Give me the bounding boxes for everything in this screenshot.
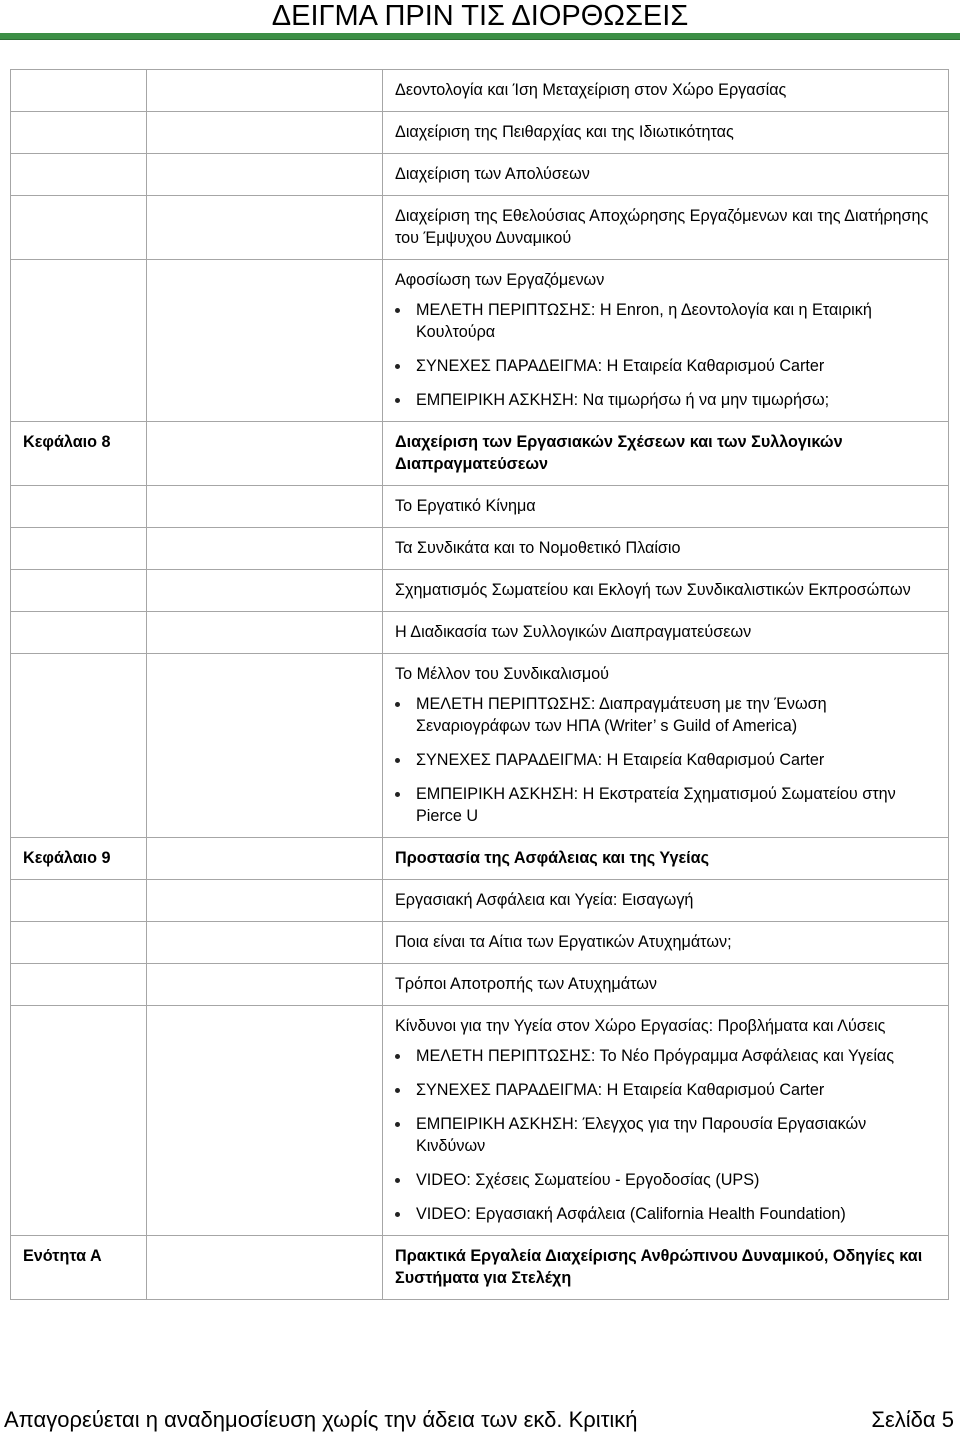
chapter-label: Κεφάλαιο 9 bbox=[11, 838, 147, 880]
section-cell bbox=[383, 654, 949, 838]
toc-row bbox=[11, 260, 949, 422]
chapter-label bbox=[11, 964, 147, 1006]
section-cell bbox=[383, 570, 949, 612]
list-item-text: ΜΕΛΕΤΗ ΠΕΡΙΠΤΩΣΗΣ: Το Νέο Πρόγραμμα Ασφάλειας και Υγείας bbox=[416, 1047, 895, 1065]
section-cell bbox=[383, 196, 949, 260]
bullet-dot-icon bbox=[395, 1088, 400, 1093]
section-cell bbox=[383, 486, 949, 528]
chapter-label bbox=[11, 70, 147, 112]
list-item bbox=[395, 1045, 936, 1067]
section-title: Διαχείριση της Εθελούσιας Αποχώρησης Εργαζόμενων και της Διατήρησης του Έμψυχου Δυναμικού bbox=[395, 207, 929, 247]
list-item bbox=[395, 1079, 936, 1101]
section-title: Σχηματισμός Σωματείου και Εκλογή των Συνδικαλιστικών Εκπροσώπων bbox=[395, 581, 911, 599]
list-item bbox=[395, 783, 936, 827]
spacer-cell bbox=[147, 70, 383, 112]
chapter-title: Διαχείριση των Εργασιακών Σχέσεων και των Συλλογικών Διαπραγματεύσεων bbox=[395, 433, 843, 473]
list-item-text: ΕΜΠΕΙΡΙΚΗ ΑΣΚΗΣΗ: Η Εκστρατεία Σχηματισμού Σωματείου στην Pierce U bbox=[416, 785, 896, 825]
section-cell bbox=[383, 1006, 949, 1236]
section-cell bbox=[383, 260, 949, 422]
section-cell bbox=[383, 154, 949, 196]
spacer-cell bbox=[147, 880, 383, 922]
chapter-label bbox=[11, 654, 147, 838]
toc-row bbox=[11, 154, 949, 196]
section-title: Το Μέλλον του Συνδικαλισμού bbox=[395, 665, 610, 683]
bullet-list bbox=[395, 693, 936, 827]
bullet-dot-icon bbox=[395, 1122, 400, 1127]
toc-row bbox=[11, 196, 949, 260]
list-item-text: VIDEO: Σχέσεις Σωματείου - Εργοδοσίας (UPS) bbox=[416, 1171, 760, 1189]
chapter-label bbox=[11, 612, 147, 654]
bullet-dot-icon bbox=[395, 398, 400, 403]
section-title: Διαχείριση των Απολύσεων bbox=[395, 165, 590, 183]
section-title: Ποια είναι τα Αίτια των Εργατικών Ατυχημάτων; bbox=[395, 933, 732, 951]
chapter-title-cell bbox=[383, 422, 949, 486]
chapter-label bbox=[11, 260, 147, 422]
chapter-title-cell bbox=[383, 838, 949, 880]
spacer-cell bbox=[147, 1236, 383, 1300]
spacer-cell bbox=[147, 528, 383, 570]
chapter-label bbox=[11, 486, 147, 528]
chapter-title-cell bbox=[383, 1236, 949, 1300]
list-item bbox=[395, 1169, 936, 1191]
section-cell bbox=[383, 528, 949, 570]
toc-row bbox=[11, 1236, 949, 1300]
section-cell bbox=[383, 112, 949, 154]
toc-row bbox=[11, 880, 949, 922]
section-title: Δεοντολογία και Ίση Μεταχείριση στον Χώρο Εργασίας bbox=[395, 81, 787, 99]
section-title: Κίνδυνοι για την Υγεία στον Χώρο Εργασίας: Προβλήματα και Λύσεις bbox=[395, 1017, 886, 1035]
spacer-cell bbox=[147, 154, 383, 196]
list-item-text: ΣΥΝΕΧΕΣ ΠΑΡΑΔΕΙΓΜΑ: Η Εταιρεία Καθαρισμού Carter bbox=[416, 751, 825, 769]
list-item-text: ΜΕΛΕΤΗ ΠΕΡΙΠΤΩΣΗΣ: Διαπραγμάτευση με την Ένωση Σεναριογράφων των ΗΠΑ (Writer’ s Guild of America) bbox=[416, 695, 827, 735]
list-item bbox=[395, 299, 936, 343]
toc-row bbox=[11, 922, 949, 964]
bullet-dot-icon bbox=[395, 1054, 400, 1059]
section-title: Τα Συνδικάτα και το Νομοθετικό Πλαίσιο bbox=[395, 539, 681, 557]
footer-copyright-note: Απαγορεύεται η αναδημοσίευση χωρίς την άδεια των εκδ. Κριτική bbox=[4, 1407, 638, 1432]
chapter-label bbox=[11, 112, 147, 154]
list-item bbox=[395, 1203, 936, 1225]
section-cell bbox=[383, 964, 949, 1006]
toc-row bbox=[11, 964, 949, 1006]
section-cell bbox=[383, 70, 949, 112]
spacer-cell bbox=[147, 422, 383, 486]
toc-row bbox=[11, 570, 949, 612]
table-of-contents bbox=[10, 69, 949, 1300]
list-item-text: VIDEO: Εργασιακή Ασφάλεια (California Health Foundation) bbox=[416, 1205, 846, 1223]
section-title: Αφοσίωση των Εργαζόμενων bbox=[395, 271, 605, 289]
section-cell bbox=[383, 612, 949, 654]
page-footer bbox=[4, 1406, 954, 1434]
section-title: Το Εργατικό Κίνημα bbox=[395, 497, 536, 515]
spacer-cell bbox=[147, 260, 383, 422]
toc-row bbox=[11, 70, 949, 112]
spacer-cell bbox=[147, 654, 383, 838]
list-item-text: ΣΥΝΕΧΕΣ ΠΑΡΑΔΕΙΓΜΑ: Η Εταιρεία Καθαρισμού Carter bbox=[416, 1081, 825, 1099]
section-title: Η Διαδικασία των Συλλογικών Διαπραγματεύσεων bbox=[395, 623, 752, 641]
toc-row bbox=[11, 612, 949, 654]
list-item-text: ΕΜΠΕΙΡΙΚΗ ΑΣΚΗΣΗ: Έλεγχος για την Παρουσία Εργασιακών Κινδύνων bbox=[416, 1115, 867, 1155]
chapter-label: Κεφάλαιο 8 bbox=[11, 422, 147, 486]
list-item bbox=[395, 1113, 936, 1157]
toc-row bbox=[11, 528, 949, 570]
bullet-dot-icon bbox=[395, 1212, 400, 1217]
spacer-cell bbox=[147, 570, 383, 612]
footer-page-number: Σελίδα 5 bbox=[871, 1407, 954, 1432]
list-item bbox=[395, 749, 936, 771]
toc-row bbox=[11, 112, 949, 154]
spacer-cell bbox=[147, 196, 383, 260]
spacer-cell bbox=[147, 964, 383, 1006]
spacer-cell bbox=[147, 486, 383, 528]
toc-row bbox=[11, 422, 949, 486]
chapter-title: Πρακτικά Εργαλεία Διαχείρισης Ανθρώπινου Δυναμικού, Οδηγίες και Συστήματα για Στελέχη bbox=[395, 1247, 923, 1287]
bullet-list bbox=[395, 299, 936, 411]
section-title: Διαχείριση της Πειθαρχίας και της Ιδιωτικότητας bbox=[395, 123, 734, 141]
section-cell bbox=[383, 922, 949, 964]
section-cell bbox=[383, 880, 949, 922]
bullet-dot-icon bbox=[395, 758, 400, 763]
spacer-cell bbox=[147, 922, 383, 964]
page-header-title: ΔΕΙΓΜΑ ΠΡΙΝ ΤΙΣ ΔΙΟΡΘΩΣΕΙΣ bbox=[271, 0, 689, 32]
header-green-rule bbox=[0, 33, 960, 39]
toc-row bbox=[11, 1006, 949, 1236]
list-item-text: ΜΕΛΕΤΗ ΠΕΡΙΠΤΩΣΗΣ: Η Enron, η Δεοντολογία και η Εταιρική Κουλτούρα bbox=[416, 301, 872, 341]
spacer-cell bbox=[147, 1006, 383, 1236]
chapter-label bbox=[11, 880, 147, 922]
bullet-dot-icon bbox=[395, 702, 400, 707]
chapter-label bbox=[11, 154, 147, 196]
section-title: Εργασιακή Ασφάλεια και Υγεία: Εισαγωγή bbox=[395, 891, 694, 909]
chapter-label bbox=[11, 528, 147, 570]
chapter-label bbox=[11, 196, 147, 260]
list-item bbox=[395, 389, 936, 411]
bullet-dot-icon bbox=[395, 792, 400, 797]
spacer-cell bbox=[147, 838, 383, 880]
bullet-dot-icon bbox=[395, 364, 400, 369]
spacer-cell bbox=[147, 612, 383, 654]
toc-body bbox=[11, 70, 949, 1300]
section-title: Τρόποι Αποτροπής των Ατυχημάτων bbox=[395, 975, 657, 993]
chapter-label bbox=[11, 922, 147, 964]
bullet-dot-icon bbox=[395, 1178, 400, 1183]
list-item bbox=[395, 693, 936, 737]
list-item-text: ΣΥΝΕΧΕΣ ΠΑΡΑΔΕΙΓΜΑ: Η Εταιρεία Καθαρισμού Carter bbox=[416, 357, 825, 375]
toc-row bbox=[11, 654, 949, 838]
toc-row bbox=[11, 486, 949, 528]
list-item-text: ΕΜΠΕΙΡΙΚΗ ΑΣΚΗΣΗ: Να τιμωρήσω ή να μην τιμωρήσω; bbox=[416, 391, 830, 409]
chapter-label bbox=[11, 570, 147, 612]
chapter-label: Ενότητα Α bbox=[11, 1236, 147, 1300]
bullet-list bbox=[395, 1045, 936, 1225]
chapter-label bbox=[11, 1006, 147, 1236]
chapter-title: Προστασία της Ασφάλειας και της Υγείας bbox=[395, 849, 710, 867]
list-item bbox=[395, 355, 936, 377]
toc-row bbox=[11, 838, 949, 880]
bullet-dot-icon bbox=[395, 308, 400, 313]
spacer-cell bbox=[147, 112, 383, 154]
